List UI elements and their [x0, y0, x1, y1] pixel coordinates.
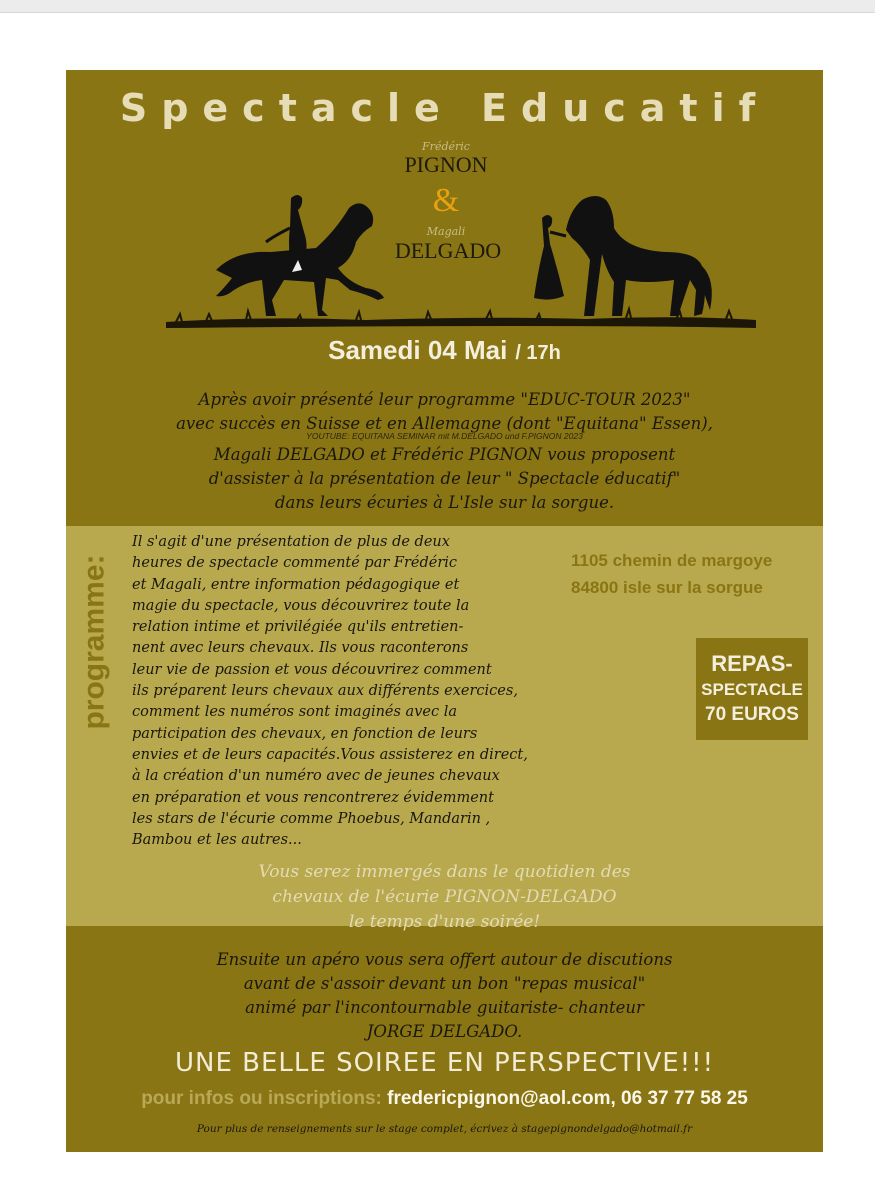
price-badge [696, 638, 808, 740]
programme-line: nent avec leurs chevaux. Ils vous raconterons [132, 640, 469, 657]
outro-line: Vous serez immergés dans le quotidien des [258, 862, 631, 882]
woman-with-horse-icon [534, 196, 712, 316]
outro-line: animé par l'incontournable guitariste- chanteur [245, 998, 644, 1017]
grass-ground [166, 309, 756, 328]
event-poster [66, 70, 823, 1152]
price-line: 70 EUROS [705, 704, 799, 725]
artist1-first-name: Frédéric [422, 140, 470, 153]
outro-line: JORGE DELGADO. [366, 1022, 523, 1041]
intro-line: avec succès en Suisse et en Allemagne (dont "Equitana" Essen), [176, 414, 713, 433]
programme-line: Bambou et les autres... [132, 832, 302, 849]
dinner-paragraph [86, 948, 803, 1044]
youtube-note: YOUTUBE: EQUITANA SEMINAR mit M.DELGADO und F.PIGNON 2023 [306, 431, 583, 441]
event-date [66, 335, 823, 366]
horses-illustration [66, 170, 823, 340]
intro-line: dans leurs écuries à L'Isle sur la sorgue. [274, 493, 615, 512]
intro-line: Après avoir présenté leur programme "EDUC-TOUR 2023" [198, 390, 691, 409]
programme-line: en préparation et vous rencontrerez évidemment [132, 789, 494, 806]
programme-line: envies et de leurs capacités.Vous assisterez en direct, [132, 746, 528, 763]
date-text: Samedi 04 Mai [328, 335, 508, 365]
venue-address [571, 547, 811, 601]
intro-paragraph [86, 388, 803, 515]
contact-label: pour infos ou inscriptions: [141, 1088, 382, 1109]
programme-line: magie du spectacle, vous découvrirez toute la [132, 597, 470, 614]
immersion-paragraph [86, 860, 803, 935]
outro-line: chevaux de l'écurie PIGNON-DELGADO [272, 887, 617, 907]
intro-line: Magali DELGADO et Frédéric PIGNON vous proposent [213, 445, 676, 464]
contact-info [66, 1088, 823, 1110]
outro-line: avant de s'assoir devant un bon "repas musical" [243, 974, 646, 993]
outro-line: le temps d'une soirée! [348, 912, 541, 932]
programme-line: participation des chevaux, en fonction de leurs [132, 725, 478, 742]
programme-line: ils préparent leurs chevaux aux différents exercices, [132, 683, 518, 700]
address-line: 84800 isle sur la sorgue [571, 578, 763, 597]
price-line: SPECTACLE [701, 680, 803, 699]
browser-top-bar [0, 0, 875, 13]
programme-line: et Magali, entre information pédagogique et [132, 576, 460, 593]
time-text: / 17h [515, 342, 561, 364]
programme-line: à la création d'un numéro avec de jeunes chevaux [132, 768, 500, 785]
programme-line: heures de spectacle commenté par Frédéric [132, 555, 458, 572]
address-line: 1105 chemin de margoye [571, 551, 773, 570]
programme-line: Il s'agit d'une présentation de plus de deux [132, 534, 450, 550]
programme-text [132, 532, 572, 851]
poster-title: Spectacle Educatif [119, 86, 770, 130]
programme-label [66, 532, 124, 752]
programme-label-text: programme: [78, 554, 112, 730]
programme-line: les stars de l'écurie comme Phoebus, Mandarin , [132, 810, 491, 827]
artist1-last-name: PIGNON [404, 152, 488, 177]
footnote: Pour plus de renseignements sur le stage complet, écrivez à stagepignondelgado@hotmail.fr [196, 1123, 693, 1135]
artist2-first-name: Magali [426, 225, 466, 238]
programme-line: leur vie de passion et vous découvrirez comment [132, 661, 492, 678]
programme-line: comment les numéros sont imaginés avec la [132, 704, 457, 721]
programme-line: relation intime et privilégiée qu'ils entretien- [132, 619, 464, 636]
artist2-last-name: DELGADO [394, 238, 502, 263]
ampersand: & [432, 182, 460, 219]
contact-email[interactable]: fredericpignon@aol.com [387, 1088, 611, 1109]
rider-on-horse-icon [216, 195, 384, 316]
outro-line: Ensuite un apéro vous sera offert autour de discutions [216, 950, 673, 969]
contact-phone: , 06 37 77 58 25 [610, 1088, 748, 1109]
intro-line: d'assister à la présentation de leur " Spectacle éducatif" [208, 469, 681, 488]
price-line: REPAS- [711, 651, 793, 676]
headline-banner: UNE BELLE SOIREE EN PERSPECTIVE!!! [174, 1048, 715, 1078]
